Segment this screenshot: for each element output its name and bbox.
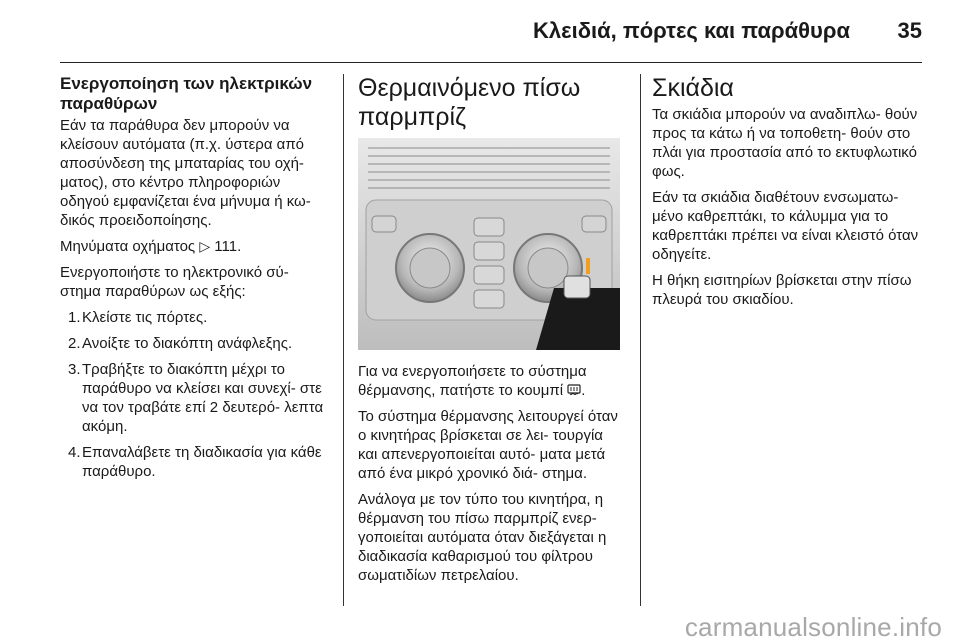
reference-text: Μηνύματα οχήματος bbox=[60, 238, 196, 255]
list-item: 2. Ανοίξτε το διακόπτη ανάφλεξης. bbox=[68, 335, 293, 352]
chapter-title: Κλειδιά, πόρτες και παράθυρα bbox=[533, 18, 850, 43]
column-heated-rear-window bbox=[358, 74, 626, 592]
list-item: 1. Κλείστε τις πόρτες. bbox=[68, 309, 208, 326]
page-number: 35 bbox=[897, 18, 922, 43]
paragraph: Το σύστημα θέρμανσης λειτουργεί όταν ο κινητήρας βρίσκεται σε λει- τουργία και απενεργοποιείται αυτό- ματα μετά από ένα μικρό χρονικό διά- στημα. bbox=[358, 408, 618, 482]
column-power-windows bbox=[60, 74, 328, 488]
column-divider bbox=[640, 74, 641, 606]
column-divider bbox=[343, 74, 344, 606]
rear-window-heating-icon bbox=[567, 382, 581, 394]
column-sun-visors bbox=[652, 74, 922, 316]
paragraph: Τα σκιάδια μπορούν να αναδιπλω- θούν προς τα κάτω ή να τοποθετη- θούν στο πλάι για προστασία από το εκτυφλωτικό φως. bbox=[652, 106, 918, 180]
paragraph-reference bbox=[60, 237, 328, 256]
reference-page-link[interactable]: 111. bbox=[214, 238, 242, 255]
paragraph: Ενεργοποιήστε το ηλεκτρονικό σύ- στημα παραθύρων ως εξής: bbox=[60, 264, 289, 300]
list-item: 4. Επαναλάβετε τη διαδικασία για κάθε παράθυρο. bbox=[68, 444, 322, 480]
section-heading-heated-rear-window: Θερμαινόμενο πίσω παρμπρίζ bbox=[358, 74, 581, 131]
paragraph: Ανάλογα με τον τύπο του κινητήρα, η θέρμανση του πίσω παρμπρίζ ενερ- γοποιείται αυτόματα όταν διεξάγεται η διαδικασία καθαρισμού του φίλτρου σωματιδίων πετρελαίου. bbox=[358, 491, 607, 584]
arrow-reference-icon: ▷ bbox=[199, 238, 211, 254]
list-item: 3. Τραβήξτε το διακόπτη μέχρι το παράθυρο να κλείσει και συνεχί- στε να τον τραβάτε επί 2 δευτερό- λεπτα ακόμη. bbox=[68, 361, 324, 435]
watermark-text: carmanualsonline.info bbox=[684, 612, 942, 642]
section-heading-sun-visors: Σκιάδια bbox=[652, 74, 734, 102]
paragraph: Η θήκη εισιτηρίων βρίσκεται στην πίσω πλευρά του σκιαδίου. bbox=[652, 272, 912, 308]
header-divider bbox=[60, 62, 922, 63]
paragraph-activate: Για να ενεργοποιήσετε το σύστημα θέρμανσης, πατήστε το κουμπί . bbox=[358, 363, 587, 399]
paragraph: Εάν τα παράθυρα δεν μπορούν να κλείσουν αυτόματα (π.χ. ύστερα από αποσύνδεση της μπαταρίας του οχή- ματος), στο κέντρο πληροφοριών οδηγού εμφανίζεται ένα μήνυμα ή κω- δικός προειδοποίησης. bbox=[60, 117, 311, 229]
page-header bbox=[0, 0, 960, 62]
section-heading-power-windows: Ενεργοποίηση των ηλεκτρικών παραθύρων bbox=[60, 74, 313, 113]
steps-list bbox=[60, 308, 328, 481]
climate-control-panel-photo bbox=[358, 138, 620, 350]
climate-panel-illustration bbox=[358, 138, 620, 350]
paragraph: Εάν τα σκιάδια διαθέτουν ενσωματω- μένο καθρεπτάκι, το κάλυμμα για το καθρεπτάκι πρέπει να είναι κλειστό όταν οδηγείτε. bbox=[652, 189, 919, 263]
